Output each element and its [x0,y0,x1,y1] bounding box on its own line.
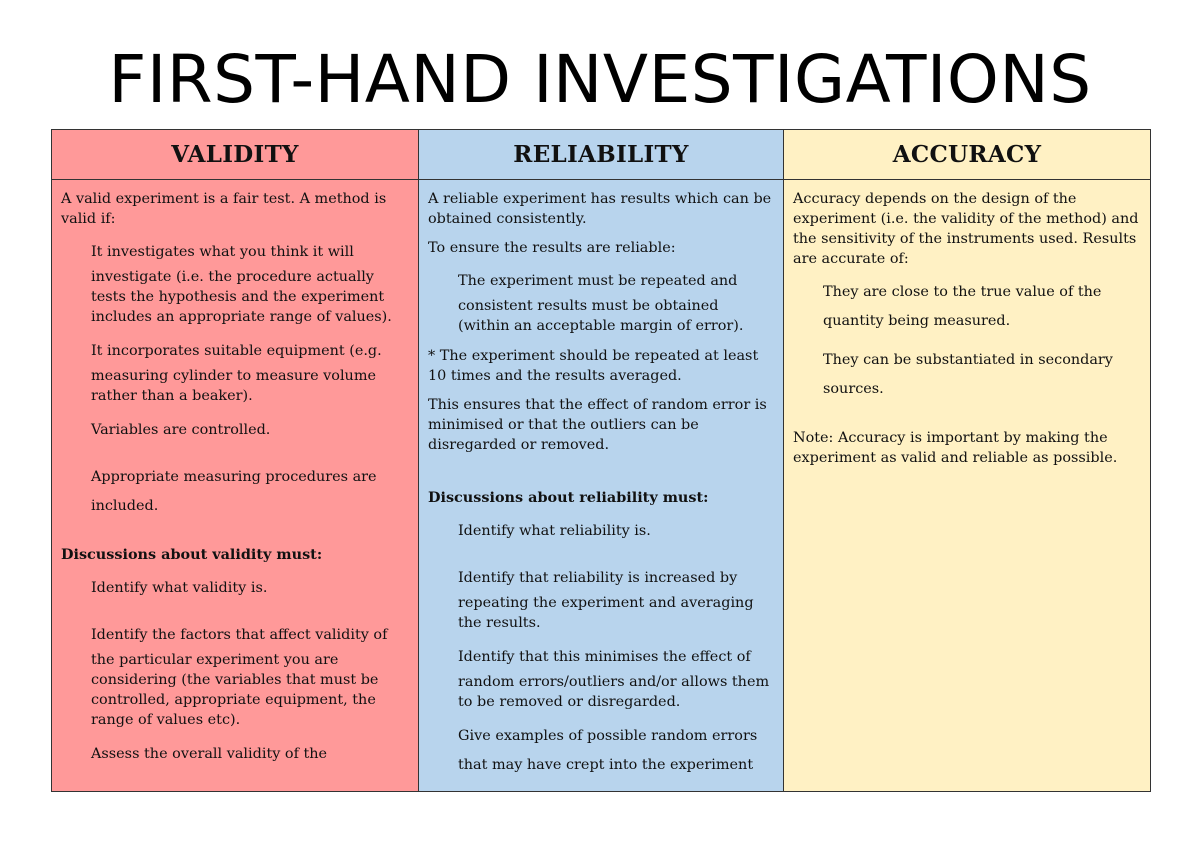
accuracy-column [783,130,1150,791]
criterion-first-line: They can be substantiated in secondary [823,352,1113,368]
validity-criterion [61,463,409,521]
criterion-rest: sources. [823,381,884,397]
validity-heading: VALIDITY [52,130,418,180]
criterion-rest: included. [91,498,159,514]
discussion-first-line: Assess the overall validity of the [91,746,328,762]
validity-criterion [61,238,409,327]
accuracy-body [784,180,1150,468]
validity-intro: A valid experiment is a fair test. A method is valid if: [61,191,387,227]
accuracy-criterion [793,278,1141,336]
comparison-table [51,129,1151,792]
reliability-heading: RELIABILITY [419,130,783,180]
validity-criterion [61,416,409,445]
accuracy-heading: ACCURACY [784,130,1150,180]
discussion-first-line: Identify that reliability is increased by [458,570,738,586]
discussion-rest: repeating the experiment and averaging the results. [458,595,754,631]
validity-body [52,180,418,769]
validity-discussion-item [61,740,409,769]
reliability-discussion-item [428,517,774,546]
validity-discussion-item [61,574,409,603]
discussion-first-line: Identify what reliability is. [458,523,651,539]
accuracy-intro: Accuracy depends on the design of the experiment (i.e. the validity of the method) and the sensitivity of the instruments used. Results are accurate of: [793,191,1139,267]
discussion-rest: random errors/outliers and/or allows them to be removed or disregarded. [458,674,770,710]
discussion-first-line: Identify the factors that affect validity of [91,627,388,643]
reliability-ensure: To ensure the results are reliable: [428,240,676,256]
validity-discussion-item [61,621,409,730]
criterion-rest: quantity being measured. [823,313,1011,329]
reliability-column [418,130,783,791]
discussion-rest: the particular experiment you are considering (the variables that must be controlled, appropriate equipment, the range of values etc). [91,652,379,728]
criterion-first-line: It incorporates suitable equipment (e.g. [91,343,382,359]
discussion-first-line: Identify what validity is. [91,580,268,596]
reliability-discussion-item [428,643,774,712]
reliability-note: * The experiment should be repeated at least 10 times and the results averaged. [428,348,759,384]
accuracy-note: Note: Accuracy is important by making the experiment as valid and reliable as possible. [793,430,1118,466]
discussion-first-line: Identify that this minimises the effect of [458,649,751,665]
criterion-first-line: Variables are controlled. [91,422,271,438]
reliability-discussion-item [428,564,774,633]
criterion-rest: measuring cylinder to measure volume rather than a beaker). [91,368,376,404]
criterion-first-line: The experiment must be repeated and [458,273,738,289]
discussion-first-line: Give examples of possible random errors [458,728,758,744]
reliability-effect: This ensures that the effect of random error is minimised or that the outliers can be disregarded or removed. [428,397,767,453]
reliability-body [419,180,783,780]
criterion-first-line: They are close to the true value of the [823,284,1102,300]
discussion-rest: that may have crept into the experiment [458,757,754,773]
criterion-first-line: It investigates what you think it will [91,244,354,260]
validity-column [52,130,418,791]
reliability-discussion-item [428,722,774,780]
criterion-rest: consistent results must be obtained (within an acceptable margin of error). [458,298,744,334]
validity-criterion [61,337,409,406]
validity-discussion-heading: Discussions about validity must: [61,546,323,563]
accuracy-criterion [793,346,1141,404]
reliability-discussion-heading: Discussions about reliability must: [428,489,709,506]
criterion-rest: investigate (i.e. the procedure actually tests the hypothesis and the experiment includes an appropriate range of values). [91,269,392,325]
page-title: FIRST-HAND INVESTIGATIONS [108,41,1092,118]
reliability-criterion [428,267,774,336]
reliability-intro: A reliable experiment has results which can be obtained consistently. [428,191,772,227]
criterion-first-line: Appropriate measuring procedures are [91,469,377,485]
